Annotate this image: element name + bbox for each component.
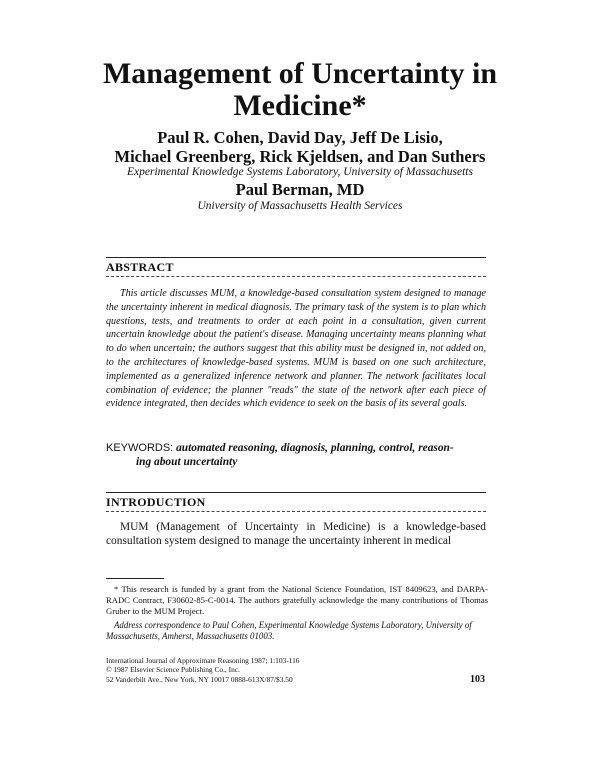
correspondence-address: Address correspondence to Paul Cohen, Experimental Knowledge Systems Laboratory, University of Massachusetts, Amherst, Massachusetts 01003. <box>106 620 472 642</box>
abstract-heading: ABSTRACT <box>106 260 174 274</box>
keywords-line-2: ing about uncertainty <box>136 455 238 468</box>
paper-title <box>60 58 540 122</box>
page-number: 103 <box>470 674 485 685</box>
footnote: * This research is funded by a grant from the National Science Foundation, IST 8409623, and DARPA-RADC Contract, F30602-85-C-0014. The authors gratefully acknowledge the many contributions of Thomas Gruber to the MUM Project. <box>106 584 488 616</box>
pub-line-1: International Journal of Approximate Reasoning 1987; 1:103-116 <box>106 656 300 665</box>
intro-heading: INTRODUCTION <box>106 495 206 509</box>
authors-line-2: Michael Greenberg, Rick Kjeldsen, and Dan Suthers <box>114 147 486 166</box>
affiliation-2: University of Massachusetts Health Services <box>197 200 403 212</box>
keywords-label: KEYWORDS: <box>106 442 174 454</box>
pub-line-3: 52 Vanderbilt Ave., New York, NY 10017 0888-613X/87/$3.50 <box>106 674 293 684</box>
author-list <box>60 128 540 166</box>
keywords <box>106 442 486 470</box>
authors-line-1: Paul R. Cohen, David Day, Jeff De Lisio, <box>157 128 443 147</box>
title-line-2: Medicine* <box>233 89 367 122</box>
intro-text: MUM (Management of Uncertainty in Medicine) is a knowledge-based consultation system designed to manage the uncertainty inherent in medical <box>106 521 486 547</box>
abstract-bottom-rule <box>106 276 486 277</box>
footnote-rule <box>106 578 164 579</box>
keywords-line-1: automated reasoning, diagnosis, planning, control, reason- <box>176 442 454 454</box>
intro-bottom-rule <box>106 511 486 512</box>
intro-top-rule <box>106 492 486 493</box>
abstract-text: This article discusses MUM, a knowledge-based consultation system designed to manage the uncertainty inherent in medical diagnosis. The primary task of the system is to plan which questions, tests, and treatments to order at each point in a consultation, given current uncertain knowledge about the patient's disease. Managing uncertainty means planning what to do when uncertain; the authors suggest that this ability must be designed in, not added on, to the architectures of knowledge-based systems. MUM is based on one such architecture, implemented as a generalized inference network and planner. The network facilitates local combination of evidence; the planner "reads" the state of the network after each piece of evidence integrated, then decides which evidence to seek on the basis of its several goals. <box>106 288 486 410</box>
title-line-1: Management of Uncertainty in <box>102 57 498 90</box>
author-2: Paul Berman, MD <box>235 180 365 199</box>
abstract-top-rule <box>106 257 486 258</box>
pub-line-2: © 1987 Elsevier Science Publishing Co., Inc. <box>106 665 240 675</box>
affiliation-1: Experimental Knowledge Systems Laboratory, University of Massachusetts <box>127 166 473 178</box>
publication-info <box>106 656 406 684</box>
